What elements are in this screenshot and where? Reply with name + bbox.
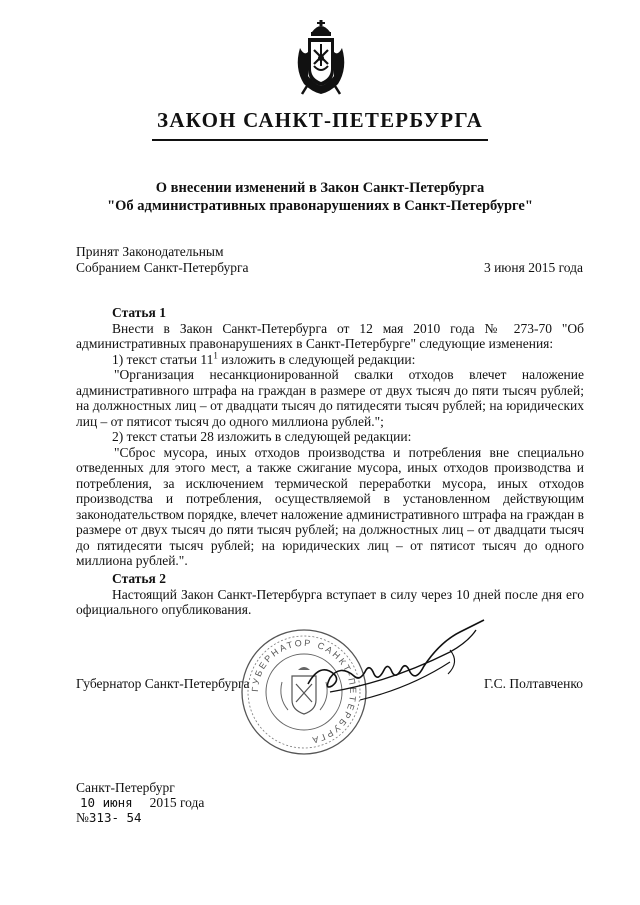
adoption-info bbox=[76, 244, 249, 276]
coat-of-arms-icon bbox=[292, 18, 350, 98]
registration-number bbox=[76, 810, 142, 826]
registration-number-value: 313- 54 bbox=[88, 810, 142, 825]
law-subtitle-line-1: О внесении изменений в Закон Санкт-Петербурга bbox=[155, 180, 485, 196]
signing-city: Санкт-Петербург bbox=[76, 780, 175, 795]
handwritten-signature bbox=[300, 612, 490, 712]
seal-text: ГУБЕРНАТОР САНКТ-ПЕТЕРБУРГА bbox=[249, 637, 359, 746]
signing-date-day: 10 июня bbox=[80, 795, 133, 810]
article-1-item-1-quote: "Организация несанкционированной свалки отходов влечет наложение административного штрафа на граждан в размере от двух тысяч до пяти тысяч рублей; на должностных лиц – от двадцати тысяч до пятидесяти тысяч рублей; на юридических лиц – от пятисот тысяч до одного миллиона рублей."; bbox=[76, 367, 584, 429]
title-divider bbox=[152, 139, 488, 141]
article-2-text: Настоящий Закон Санкт-Петербурга вступает в силу через 10 дней после дня его официального опубликования. bbox=[76, 586, 584, 617]
adoption-line-2: Собранием Санкт-Петербурга bbox=[76, 260, 249, 275]
item-1-prefix: 1) текст статьи 11 bbox=[112, 351, 214, 367]
article-1 bbox=[76, 305, 584, 569]
article-1-item-2-quote: "Сброс мусора, иных отходов производства и потребления вне специально отведенных для этого мест, а также сжигание мусора, иных отходов производства и потребления, за исключением термической переработки мусора, иных отходов производства и потребления, осуществляемой в установленном действующим законодательством порядке, влечет наложение административного штрафа на граждан в размере от двух тысяч до пяти тысяч рублей; на должностных лиц – от двадцати тысяч до пятидесяти тысяч рублей; на юридических лиц – от пятисот тысяч до одного миллиона рублей.". bbox=[76, 444, 584, 568]
governor-title: Губернатор Санкт-Петербурга bbox=[76, 676, 250, 691]
adoption-date: 3 июня 2015 года bbox=[483, 260, 583, 275]
article-2-heading: Статья 2 bbox=[112, 571, 166, 586]
law-title: ЗАКОН САНКТ-ПЕТЕРБУРГА bbox=[157, 108, 483, 132]
adoption-line-1: Принят Законодательным bbox=[76, 244, 224, 259]
article-2 bbox=[76, 571, 584, 618]
item-1-superscript: 1 bbox=[213, 350, 218, 360]
article-1-heading: Статья 1 bbox=[112, 305, 166, 320]
law-subtitle-line-2: "Об административных правонарушениях в Санкт-Петербурге" bbox=[107, 198, 533, 214]
governor-name: Г.С. Полтавченко bbox=[483, 676, 583, 691]
signing-date-year: 2015 года bbox=[149, 795, 205, 810]
signing-date bbox=[80, 795, 204, 811]
item-1-suffix: изложить в следующей редакции: bbox=[217, 351, 416, 367]
registration-number-prefix: № bbox=[76, 810, 89, 825]
article-1-intro: Внести в Закон Санкт-Петербурга от 12 мая 2010 года № 273-70 "Об административных правонарушениях в Санкт-Петербурге" следующие изменения: bbox=[76, 320, 584, 351]
article-1-item-1 bbox=[76, 352, 584, 368]
article-1-item-2: 2) текст статьи 28 изложить в следующей редакции: bbox=[112, 429, 412, 444]
